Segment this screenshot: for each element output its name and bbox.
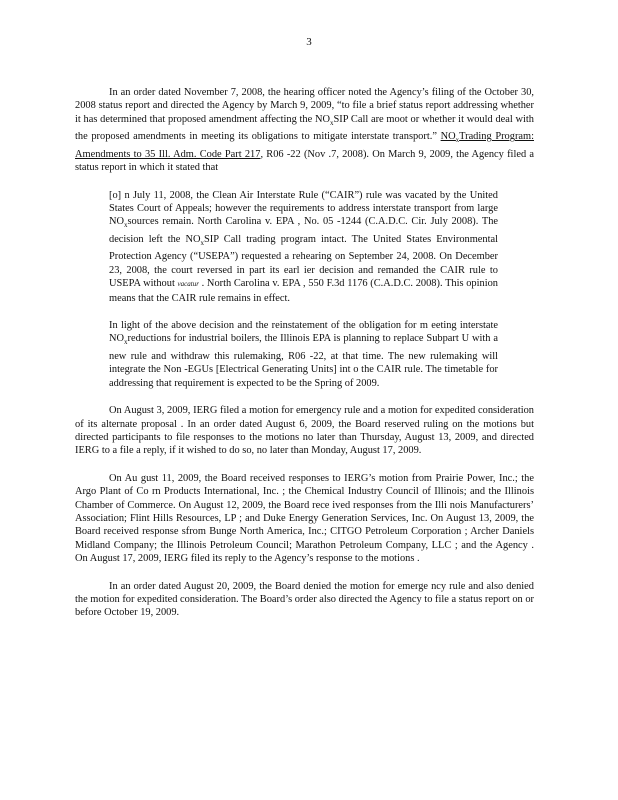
block-quote	[75, 189, 534, 391]
paragraph-board-order: In an order dated August 20, 2009, the Board denied the motion for emerge ncy rule and also denied the motion for expedited consideration. The Board’s order also directed the Agency to file a status report on or before October 19, 2009.	[75, 580, 534, 619]
paragraph-hearing-officer-order: In an order dated November 7, 2008, the hearing officer noted the Agency’s filing of the October 30, 2008 status report and directed the Agency by March 9, 2009, “to file a brief status report addressing whether it has determined that proposed amendment affecting the $NO_xSIP$ Call are moot or whether it would deal with the proposed amendments in meeting its obligations to mitigate interstate transport.” $NO_xTrading$ Program: Amendments to 35 Ill. Adm. Code Part 217, R06 -22 (Nov .7, 2008). On March 9, 2009, the Agency filed a status report in which it stated that	[75, 87, 534, 174]
page-number: 3	[306, 36, 312, 48]
quote-paragraph-reinstatement: In light of the above decision and the reinstatement of the obligation for m eeting interstate $NO_xreductions$ for industrial boilers, the Illinois EPA is planning to replace Subpart U with a new rule and withdraw this rulemaking, R06 -22, at that time. The new rulemaking will integrate the Non -EGUs [Electrical Generating Units] int o the CAIR rule. The timetable for addressing that requirement is expected to be the Spring of 2009.	[109, 320, 498, 389]
paragraph-ierg-motion: On August 3, 2009, IERG filed a motion for emergency rule and a motion for expedited consideration of its alternate proposal . In an order dated August 6, 2009, the Board reserved ruling on the motions but directed participants to file responses to the motions no later than Thursday, August 13, 2009, and directed IERG to a file a reply, if it wished to do so, no later than Monday, August 17, 2009.	[75, 405, 534, 457]
paragraph-responses: On Au gust 11, 2009, the Board received responses to IERG’s motion from Prairie Power, Inc.; the Argo Plant of Co rn Products International, Inc. ; the Chemical Industry Council of Illinois; and the Illinois Chamber of Commerce. On August 12, 2009, the Board rece ived responses from the Illi nois Manufacturers’ Association; Flint Hills Resources, LP ; and Duke Energy Generation Services, Inc. On August 13, 2009, the Board received response sfrom Bunge North America, Inc.; CITGO Petroleum Corporation ; Archer Daniels Midland Company; the Illinois Petroleum Council; Marathon Petroleum Company, LLC ; and the Agency . On August 17, 2009, IERG filed its reply to the Agency’s response to the motions .	[75, 472, 534, 565]
document-body	[75, 86, 534, 634]
rulemaking-citation: $NO_xTrading$ Program: Amendments to 35 Ill. Adm. Code Part 217	[75, 131, 534, 160]
quote-paragraph-cair: [o] n July 11, 2008, the Clean Air Interstate Rule (“CAIR”) rule was vacated by the United States Court of Appeals; however the requirements to address interstate transport from large $NO_xsources$ remain. North Carolina v. EPA , No. 05 -1244 (C.A.D.C. Cir. July 2008). The decision left the $NO_xSIP$ Call trading program intact. The United States Environmental Protection Agency (“USEPA”) requested a rehearing on September 24, 2008. On December 23, 2008, the court reversed in part its earl ier decision and remanded the CAIR rule to USEPA without vacatur . North Carolina v. EPA , 550 F.3d 1176 (C.A.D.C. 2008). This opinion means that the CAIR rule remains in effect.	[109, 189, 498, 304]
